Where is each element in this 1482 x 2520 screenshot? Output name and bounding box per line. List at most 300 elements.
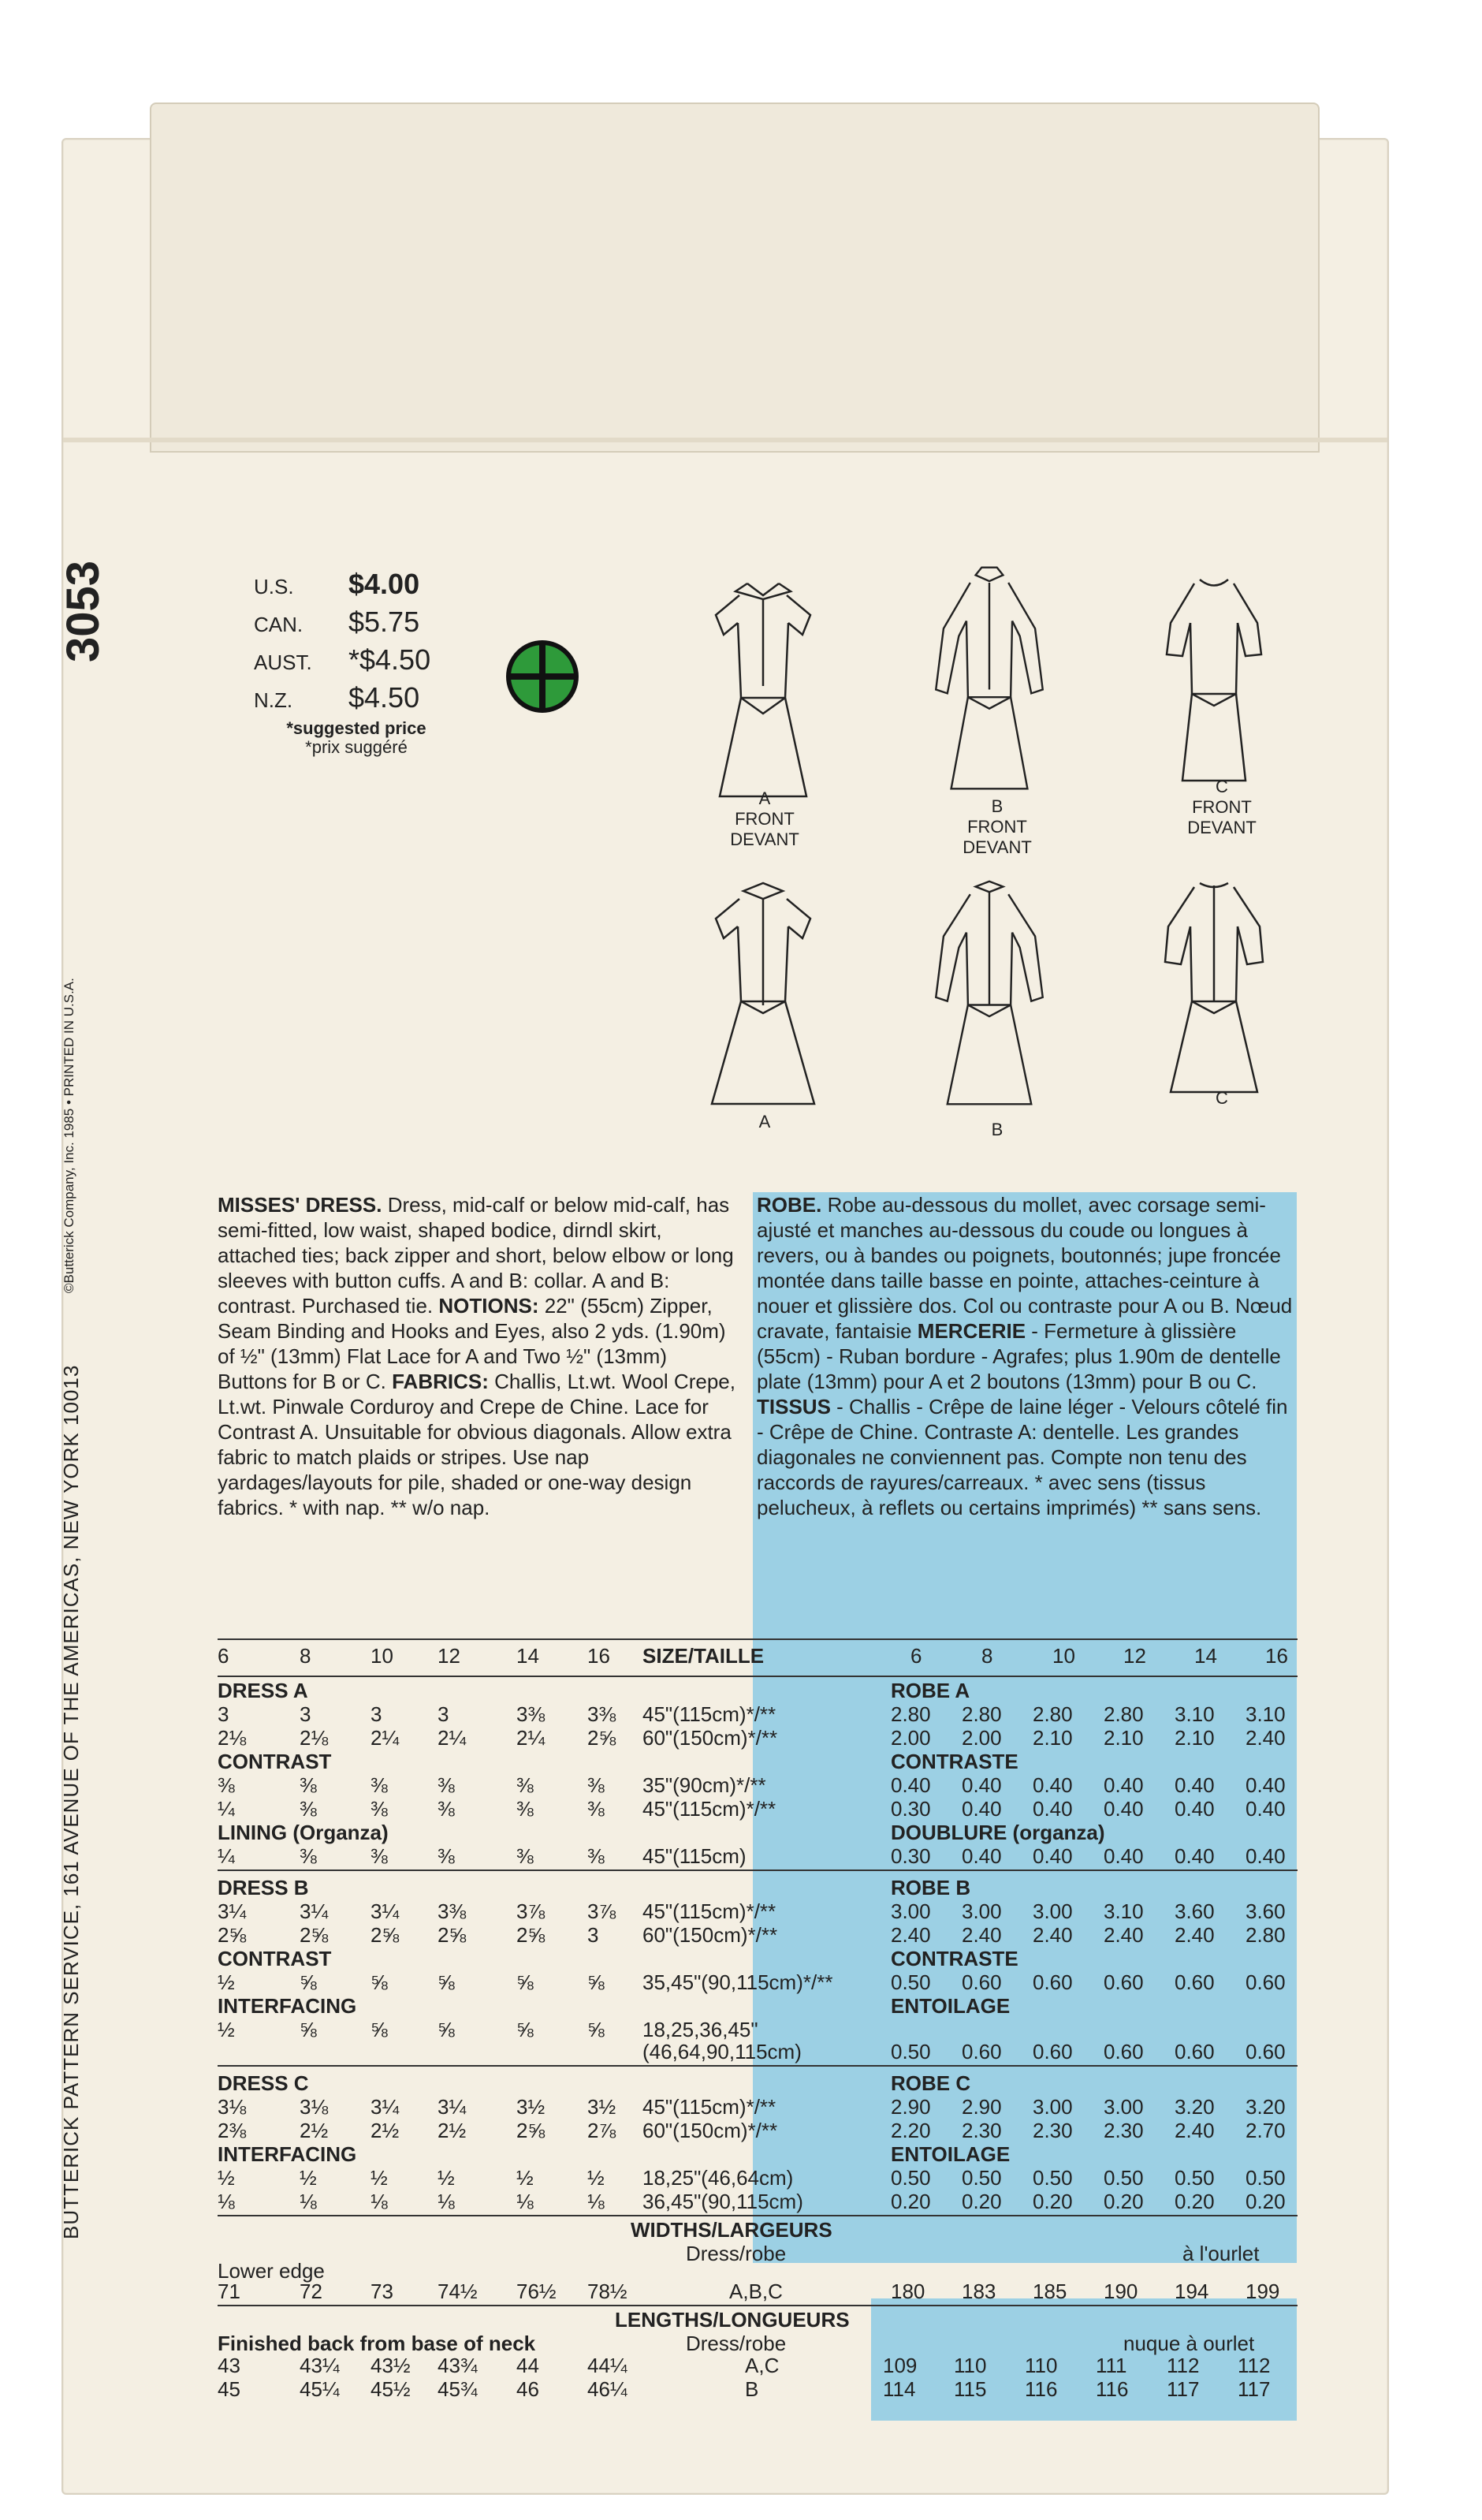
- yardage-cell: ⅛: [438, 2190, 455, 2213]
- yardage-cell: 2⅜: [218, 2119, 247, 2142]
- fabric-width: 35"(90cm)*/**: [642, 1773, 766, 1797]
- yardage-cell: ⅜: [438, 1797, 455, 1821]
- lengths-right: nuque à ourlet: [1123, 2332, 1255, 2355]
- metric-cell: 3.10: [1246, 1702, 1286, 1726]
- size-heading: 10: [1052, 1644, 1075, 1668]
- yardage-cell: 2⅝: [300, 1923, 329, 1947]
- yardage-cell: ⅛: [300, 2190, 317, 2213]
- yardage-cell: 2½: [370, 2119, 400, 2142]
- description-french: [757, 1192, 1293, 1520]
- yardage-cell: ½: [438, 2166, 455, 2190]
- price-value: *$4.50: [348, 643, 431, 676]
- yardage-cell: 2⅛: [300, 1726, 329, 1750]
- yardage-cell: ⅜: [370, 1773, 388, 1797]
- section-title-fr: ROBE B: [891, 1876, 971, 1899]
- metric-cell: 3.00: [1033, 1899, 1073, 1923]
- metric-cell: 2.40: [891, 1923, 931, 1947]
- price-note-fr: *prix suggéré: [305, 737, 408, 757]
- section-title-en: DRESS A: [218, 1679, 308, 1702]
- metric-cell: 3.60: [1175, 1899, 1215, 1923]
- fabric-width: 45"(115cm)*/**: [642, 1899, 776, 1923]
- metric-cell: 3.00: [1033, 2095, 1073, 2119]
- yardage-cell: ⅜: [587, 1797, 605, 1821]
- pattern-number: 3053: [58, 560, 109, 662]
- metric-cell: 2.40: [1246, 1726, 1286, 1750]
- view-label-a-front: A FRONT DEVANT: [730, 788, 799, 849]
- size-heading: 16: [587, 1644, 610, 1668]
- metric-cell: 2.80: [1246, 1923, 1286, 1947]
- fabric-width: 60"(150cm)*/**: [642, 2119, 778, 2142]
- metric-cell: 2.80: [962, 1702, 1002, 1726]
- notions-en-body: 22" (55cm) Zipper, Seam Binding and Hooks and Eyes, also 2 yds. (1.90m) of ½" (13mm) Flat Lace for A and Two ½" (13mm) Buttons for B or C.: [218, 1294, 726, 1393]
- section-title-en: DRESS B: [218, 1876, 309, 1899]
- size-heading: 10: [370, 1644, 393, 1668]
- metric-cell: 0.40: [962, 1844, 1002, 1868]
- section-title-en: INTERFACING: [218, 1994, 357, 2018]
- yardage-cell: ⅜: [516, 1844, 534, 1868]
- metric-cell: 2.40: [962, 1923, 1002, 1947]
- fabrics-fr-title: TISSUS: [757, 1395, 831, 1418]
- metric-cell: 0.20: [1104, 2190, 1144, 2213]
- yardage-cell: ⅛: [370, 2190, 388, 2213]
- metric-cell: 0.40: [891, 1773, 931, 1797]
- price-row: [254, 643, 459, 681]
- description-english: [218, 1192, 738, 1520]
- section-title-fr: ENTOILAGE: [891, 2142, 1011, 2166]
- view-label-a-back: A: [758, 1112, 771, 1131]
- metric-cell: 2.80: [1104, 1702, 1144, 1726]
- size-heading: 14: [1194, 1644, 1217, 1668]
- section-title-en: CONTRAST: [218, 1750, 332, 1773]
- fabrics-en-body: Challis, Lt.wt. Wool Crepe, Lt.wt. Pinwale Corduroy and Crepe de Chine. Lace for Contrast A. Unsuitable for obvious diagonals. Allow extra fabric to match plaids or stripes. Use nap yardages/layouts for pile, shaded or one-way design fabrics. * with nap. ** w/o nap.: [218, 1370, 735, 1519]
- price-row: [254, 568, 459, 606]
- yardage-cell: ⅝: [587, 1970, 605, 1994]
- section-rule: [218, 2305, 1298, 2306]
- section-title-fr: CONTRASTE: [891, 1750, 1018, 1773]
- length-inch-cell: 43: [218, 2354, 240, 2377]
- metric-cell: 0.60: [1033, 1970, 1073, 1994]
- yardage-cell: ⅝: [300, 1970, 317, 1994]
- metric-cell: 0.40: [1175, 1844, 1215, 1868]
- yardage-cell: ⅝: [370, 1970, 388, 1994]
- metric-cell: 0.50: [1104, 2166, 1144, 2190]
- length-inch-cell: 43¼: [300, 2354, 340, 2377]
- width-cm-cell: 180: [891, 2280, 925, 2303]
- metric-cell: 0.40: [1246, 1797, 1286, 1821]
- envelope-flap: [150, 103, 1320, 453]
- yardage-cell: ⅜: [516, 1773, 534, 1797]
- section-rule: [218, 2215, 1298, 2216]
- length-cm-cell: 117: [1167, 2377, 1200, 2401]
- lengths-label: Finished back from base of neck: [218, 2332, 536, 2355]
- yardage-cell: ½: [587, 2166, 605, 2190]
- notions-fr-body: - Fermeture à glissière (55cm) - Ruban bordure - Agrafes; plus 1.90m de dentelle plate (13mm) pour A et 2 boutons (13mm) pour B ou C.: [757, 1319, 1281, 1393]
- dress-b-back-drawing: [926, 875, 1052, 1112]
- price-value: $4.50: [348, 681, 420, 714]
- price-label: U.S.: [254, 575, 294, 598]
- envelope-fold: [63, 438, 1387, 442]
- metric-cell: 0.20: [1033, 2190, 1073, 2213]
- width-cm-cell: 185: [1033, 2280, 1067, 2303]
- metric-cell: 0.40: [1246, 1844, 1286, 1868]
- yardage-cell: 3⅛: [300, 2095, 329, 2119]
- dress-c-front-drawing: [1151, 560, 1277, 796]
- desc-fr-title: ROBE.: [757, 1193, 822, 1217]
- yardage-cell: ⅝: [370, 2018, 388, 2041]
- width-cm-cell: 194: [1175, 2280, 1209, 2303]
- view-label-c-front: C FRONT DEVANT: [1187, 777, 1257, 837]
- size-heading: 6: [910, 1644, 922, 1668]
- widths-title: WIDTHS/LARGEURS: [631, 2218, 832, 2242]
- metric-cell: 2.80: [1033, 1702, 1073, 1726]
- width-inch-cell: 72: [300, 2280, 322, 2303]
- metric-cell: 2.30: [962, 2119, 1002, 2142]
- metric-cell: 0.40: [1104, 1773, 1144, 1797]
- yardage-cell: ½: [300, 2166, 317, 2190]
- section-title-en: CONTRAST: [218, 1947, 332, 1970]
- widths-right: à l'ourlet: [1182, 2242, 1260, 2265]
- section-title-en: INTERFACING: [218, 2142, 357, 2166]
- yardage-cell: 2¼: [516, 1726, 546, 1750]
- section-rule: [218, 1676, 1298, 1677]
- length-cm-cell: 115: [954, 2377, 987, 2401]
- fabric-width: 45"(115cm): [642, 1844, 747, 1868]
- size-heading: 8: [981, 1644, 993, 1668]
- price-row: [254, 681, 459, 719]
- size-heading: 12: [438, 1644, 460, 1668]
- metric-cell: 2.70: [1246, 2119, 1286, 2142]
- section-rule: [218, 1869, 1298, 1871]
- fabric-width: 18,25,36,45": [642, 2018, 758, 2041]
- metric-cell: 2.10: [1033, 1726, 1073, 1750]
- metric-cell: 2.30: [1104, 2119, 1144, 2142]
- width-inch-cell: 74½: [438, 2280, 478, 2303]
- view-label-b-back: B: [991, 1120, 1004, 1139]
- yardage-cell: ⅜: [370, 1797, 388, 1821]
- length-cm-cell: 109: [883, 2354, 918, 2377]
- yardage-cell: ½: [370, 2166, 388, 2190]
- yardage-cell: 2⅝: [370, 1923, 400, 1947]
- yardage-cell: 3⅞: [516, 1899, 546, 1923]
- price-block: [254, 568, 459, 757]
- yardage-cell: 2⅝: [516, 1923, 546, 1947]
- yardage-cell: ⅛: [587, 2190, 605, 2213]
- yardage-cell: 3¼: [370, 2095, 400, 2119]
- fabric-width: 45"(115cm)*/**: [642, 2095, 776, 2119]
- lengths-title: LENGTHS/LONGUEURS: [615, 2308, 850, 2332]
- metric-cell: 0.50: [891, 2040, 931, 2063]
- yardage-cell: ⅝: [516, 2018, 534, 2041]
- price-value: $5.75: [348, 606, 420, 638]
- length-inch-cell: 45½: [370, 2377, 411, 2401]
- yardage-cell: ⅜: [218, 1773, 235, 1797]
- yardage-cell: ⅝: [587, 2018, 605, 2041]
- notions-fr-title: MERCERIE: [917, 1319, 1026, 1343]
- yardage-cell: ⅜: [516, 1797, 534, 1821]
- yardage-cell: 2¼: [438, 1726, 467, 1750]
- yardage-cell: ⅝: [300, 2018, 317, 2041]
- yardage-cell: ⅛: [218, 2190, 235, 2213]
- metric-cell: 2.10: [1104, 1726, 1144, 1750]
- yardage-cell: 3⅛: [218, 2095, 247, 2119]
- section-title-fr: ROBE C: [891, 2071, 971, 2095]
- metric-cell: 3.00: [891, 1899, 931, 1923]
- metric-cell: 2.00: [962, 1726, 1002, 1750]
- metric-cell: 2.10: [1175, 1726, 1215, 1750]
- yardage-cell: 2⅝: [438, 1923, 467, 1947]
- fabric-width: 18,25"(46,64cm): [642, 2166, 794, 2190]
- yardage-cell: 2½: [300, 2119, 329, 2142]
- length-inch-cell: 43¾: [438, 2354, 478, 2377]
- yardage-cell: ½: [516, 2166, 534, 2190]
- metric-cell: 0.40: [1175, 1797, 1215, 1821]
- price-row: [254, 606, 459, 643]
- metric-cell: 0.50: [891, 1970, 931, 1994]
- dress-b-front-drawing: [926, 560, 1052, 796]
- yardage-cell: ⅜: [300, 1797, 317, 1821]
- metric-cell: 0.40: [962, 1773, 1002, 1797]
- yardage-cell: 3¼: [370, 1899, 400, 1923]
- yardage-cell: 3: [218, 1702, 229, 1726]
- yardage-cell: 3: [438, 1702, 449, 1726]
- yardage-cell: ⅜: [300, 1773, 317, 1797]
- metric-cell: 3.10: [1175, 1702, 1215, 1726]
- metric-cell: 2.90: [891, 2095, 931, 2119]
- width-cm-cell: 183: [962, 2280, 996, 2303]
- metric-cell: 0.60: [1175, 1970, 1215, 1994]
- section-title-en: LINING (Organza): [218, 1821, 389, 1844]
- metric-cell: 0.60: [962, 1970, 1002, 1994]
- metric-cell: 0.30: [891, 1844, 931, 1868]
- metric-cell: 3.00: [962, 1899, 1002, 1923]
- metric-cell: 0.40: [1246, 1773, 1286, 1797]
- widths-mid: Dress/robe: [686, 2242, 787, 2265]
- yardage-cell: 2½: [438, 2119, 467, 2142]
- fabric-width: 60"(150cm)*/**: [642, 1726, 778, 1750]
- size-heading: 14: [516, 1644, 539, 1668]
- yardage-cell: 2⅝: [516, 2119, 546, 2142]
- yardage-cell: 3¼: [218, 1899, 247, 1923]
- length-inch-cell: 45¼: [300, 2377, 340, 2401]
- metric-cell: 2.40: [1175, 2119, 1215, 2142]
- length-cm-cell: 114: [883, 2377, 916, 2401]
- view-label-c-back: C: [1216, 1088, 1228, 1108]
- yardage-cell: ⅜: [587, 1773, 605, 1797]
- metric-cell: 0.60: [1033, 2040, 1073, 2063]
- price-note-en: *suggested price: [286, 718, 426, 738]
- metric-cell: 0.60: [1104, 1970, 1144, 1994]
- metric-cell: 0.50: [962, 2166, 1002, 2190]
- desc-en-title: MISSES' DRESS.: [218, 1193, 382, 1217]
- yardage-cell: ½: [218, 2166, 235, 2190]
- metric-cell: 0.40: [1104, 1797, 1144, 1821]
- width-inch-cell: 78½: [587, 2280, 627, 2303]
- width-cm-cell: 190: [1104, 2280, 1138, 2303]
- section-title-fr: ROBE A: [891, 1679, 970, 1702]
- metric-cell: 2.40: [1104, 1923, 1144, 1947]
- size-label: SIZE/TAILLE: [642, 1644, 765, 1668]
- yardage-cell: ⅜: [587, 1844, 605, 1868]
- yardage-cell: ⅜: [370, 1844, 388, 1868]
- length-cm-cell: 117: [1238, 2377, 1271, 2401]
- dress-a-back-drawing: [700, 875, 826, 1112]
- fabric-width: 36,45"(90,115cm): [642, 2190, 803, 2213]
- yardage-cell: 3¼: [438, 2095, 467, 2119]
- yardage-cell: ½: [218, 1970, 235, 1994]
- metric-cell: 0.40: [1033, 1797, 1073, 1821]
- metric-cell: 2.90: [962, 2095, 1002, 2119]
- yardage-cell: ⅝: [438, 1970, 455, 1994]
- length-inch-cell: 45: [218, 2377, 240, 2401]
- metric-cell: 0.50: [1246, 2166, 1286, 2190]
- fabric-width: 45"(115cm)*/**: [642, 1702, 776, 1726]
- metric-cell: 0.40: [962, 1797, 1002, 1821]
- yardage-cell: 2⅞: [587, 2119, 616, 2142]
- metric-cell: 0.40: [1033, 1773, 1073, 1797]
- length-cm-cell: 110: [954, 2354, 987, 2377]
- table-top-rule: [218, 1638, 1298, 1640]
- metric-cell: 0.60: [1246, 1970, 1286, 1994]
- metric-cell: 0.60: [962, 2040, 1002, 2063]
- length-cm-cell: 112: [1238, 2354, 1271, 2377]
- metric-cell: 0.40: [1033, 1844, 1073, 1868]
- yardage-cell: 3⅞: [587, 1899, 616, 1923]
- metric-cell: 2.40: [1175, 1923, 1215, 1947]
- view-label-b-front: B FRONT DEVANT: [963, 796, 1032, 857]
- length-cm-cell: 110: [1025, 2354, 1058, 2377]
- yardage-cell: ⅛: [516, 2190, 534, 2213]
- metric-cell: 0.60: [1104, 2040, 1144, 2063]
- metric-cell: 3.10: [1104, 1899, 1144, 1923]
- metric-cell: 0.20: [962, 2190, 1002, 2213]
- metric-cell: 2.20: [891, 2119, 931, 2142]
- metric-cell: 0.20: [1246, 2190, 1286, 2213]
- yardage-cell: 2⅛: [218, 1726, 247, 1750]
- fabric-width: 35,45"(90,115cm)*/**: [642, 1970, 833, 1994]
- yardage-cell: 2¼: [370, 1726, 400, 1750]
- metric-cell: 2.00: [891, 1726, 931, 1750]
- fabrics-en-title: FABRICS:: [392, 1370, 489, 1393]
- metric-cell: 0.20: [1175, 2190, 1215, 2213]
- price-label: CAN.: [254, 613, 303, 636]
- metric-cell: 0.60: [1175, 2040, 1215, 2063]
- metric-cell: 0.50: [891, 2166, 931, 2190]
- fabric-width: 60"(150cm)*/**: [642, 1923, 778, 1947]
- section-rule: [218, 2065, 1298, 2067]
- fabric-width: (46,64,90,115cm): [642, 2040, 802, 2063]
- yardage-cell: ⅜: [438, 1773, 455, 1797]
- metric-cell: 2.40: [1033, 1923, 1073, 1947]
- width-inch-cell: 76½: [516, 2280, 557, 2303]
- length-cm-cell: 116: [1025, 2377, 1058, 2401]
- yardage-cell: 3½: [516, 2095, 546, 2119]
- width-inch-cell: 73: [370, 2280, 393, 2303]
- length-inch-cell: 43½: [370, 2354, 411, 2377]
- metric-cell: 3.00: [1104, 2095, 1144, 2119]
- yardage-cell: ½: [218, 2018, 235, 2041]
- length-cm-cell: 112: [1167, 2354, 1200, 2377]
- length-inch-cell: 44: [516, 2354, 539, 2377]
- width-cm-cell: 199: [1246, 2280, 1280, 2303]
- length-cm-cell: 111: [1096, 2354, 1127, 2377]
- width-inch-cell: 71: [218, 2280, 240, 2303]
- size-heading: 6: [218, 1644, 229, 1668]
- length-inch-cell: 44¼: [587, 2354, 627, 2377]
- section-title-fr: ENTOILAGE: [891, 1994, 1011, 2018]
- desc-en-body: Dress, mid-calf or below mid-calf, has semi-fitted, low waist, shaped bodice, dirndl skirt, attached ties; back zipper and short, below elbow or long sleeves with button cuffs. A and B: collar. A and B: contrast. Purchased tie.: [218, 1193, 734, 1318]
- section-title-fr: DOUBLURE (organza): [891, 1821, 1105, 1844]
- yardage-cell: 3½: [587, 2095, 616, 2119]
- yardage-cell: 3: [370, 1702, 382, 1726]
- yardage-cell: 2⅝: [587, 1726, 616, 1750]
- metric-cell: 0.40: [1104, 1844, 1144, 1868]
- yardage-cell: ⅜: [300, 1844, 317, 1868]
- metric-cell: 0.30: [891, 1797, 931, 1821]
- metric-cell: 0.60: [1246, 2040, 1286, 2063]
- metric-cell: 0.40: [1175, 1773, 1215, 1797]
- metric-cell: 3.20: [1246, 2095, 1286, 2119]
- french-yardage-highlight: [753, 1638, 1297, 2263]
- section-title-en: DRESS C: [218, 2071, 309, 2095]
- yardage-cell: ⅜: [438, 1844, 455, 1868]
- french-lengths-highlight: [871, 2298, 1297, 2421]
- widths-label: Lower edge: [218, 2259, 325, 2283]
- fabrics-fr-body: - Challis - Crêpe de laine léger - Velours côtelé fin - Crêpe de Chine. Contraste A: dentelle. Les grandes diagonales ne conviennent pas. Compte non tenu des raccords de rayures/carreaux. * avec sens (tissus pelucheux, à reflets ou certains imprimés) ** sans sens.: [757, 1395, 1288, 1519]
- yardage-cell: 3⅜: [587, 1702, 616, 1726]
- yardage-cell: 3⅜: [438, 1899, 467, 1923]
- price-value: $4.00: [348, 568, 420, 600]
- yardage-cell: 2⅝: [218, 1923, 247, 1947]
- address-text: BUTTERICK PATTERN SERVICE, 161 AVENUE OF THE AMERICAS, NEW YORK 10013: [59, 1364, 83, 2239]
- yardage-cell: ¼: [218, 1797, 235, 1821]
- lengths-mid: Dress/robe: [686, 2332, 787, 2355]
- price-label: N.Z.: [254, 688, 293, 712]
- fabric-width: 45"(115cm)*/**: [642, 1797, 776, 1821]
- yardage-cell: 3⅜: [516, 1702, 546, 1726]
- metric-cell: 0.20: [891, 2190, 931, 2213]
- yardage-cell: 3: [587, 1923, 599, 1947]
- yardage-cell: ¼: [218, 1844, 235, 1868]
- dress-a-front-drawing: [700, 568, 826, 804]
- length-inch-cell: 46: [516, 2377, 539, 2401]
- yardage-cell: ⅝: [516, 1970, 534, 1994]
- yardage-cell: 3: [300, 1702, 311, 1726]
- metric-cell: 0.50: [1175, 2166, 1215, 2190]
- length-inch-cell: 45¾: [438, 2377, 478, 2401]
- length-view: A,C: [745, 2354, 780, 2377]
- length-view: B: [745, 2377, 759, 2401]
- desc-fr-body: Robe au-dessous du mollet, avec corsage semi-ajusté et manches au-dessous du coude ou longues à revers, ou à bandes ou poignets, boutonnés; jupe froncée montée dans taille basse en pointe, attaches-ceinture à nouer et glissière dos. Col ou contraste pour A ou B. Nœud cravate, fantaisie: [757, 1193, 1293, 1343]
- size-heading: 16: [1265, 1644, 1288, 1668]
- widths-views: A,B,C: [729, 2280, 783, 2303]
- metric-cell: 2.80: [891, 1702, 931, 1726]
- notions-en-title: NOTIONS:: [438, 1294, 539, 1318]
- metric-cell: 3.60: [1246, 1899, 1286, 1923]
- crosshair-badge-icon: [505, 639, 580, 714]
- metric-cell: 0.50: [1033, 2166, 1073, 2190]
- section-title-fr: CONTRASTE: [891, 1947, 1018, 1970]
- metric-cell: 2.30: [1033, 2119, 1073, 2142]
- yardage-cell: ⅝: [438, 2018, 455, 2041]
- length-inch-cell: 46¼: [587, 2377, 627, 2401]
- length-cm-cell: 116: [1096, 2377, 1129, 2401]
- dress-c-back-drawing: [1151, 867, 1277, 1104]
- side-text: [55, 544, 109, 2239]
- yardage-cell: 3¼: [300, 1899, 329, 1923]
- size-heading: 8: [300, 1644, 311, 1668]
- size-heading: 12: [1123, 1644, 1146, 1668]
- metric-cell: 3.20: [1175, 2095, 1215, 2119]
